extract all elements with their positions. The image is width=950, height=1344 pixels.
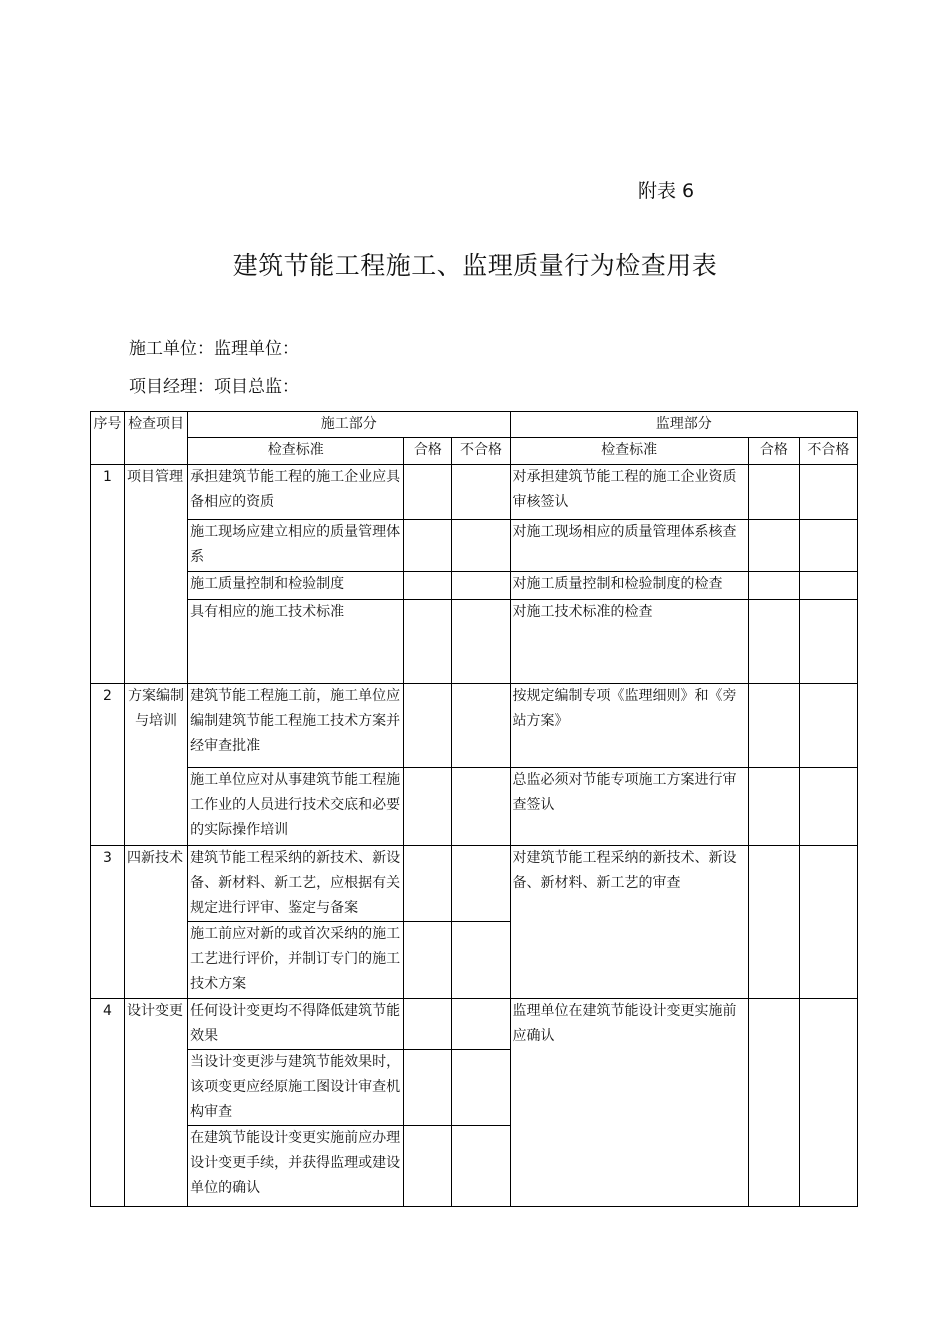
seq-cell: 2 [91, 684, 125, 846]
supervision-fail-cell[interactable] [799, 999, 857, 1207]
construction-pass-cell[interactable] [404, 465, 452, 520]
supervision-standard-cell: 按规定编制专项《监理细则》和《旁站方案》 [510, 684, 748, 768]
construction-standard-cell: 施工单位应对从事建筑节能工程施工作业的人员进行技术交底和必要的实际操作培训 [188, 768, 404, 846]
header-seq: 序号 [91, 412, 125, 465]
table-row [91, 846, 858, 922]
construction-pass-cell[interactable] [404, 1050, 452, 1126]
manager-info-line: 项目经理：项目总监： [129, 377, 299, 397]
supervision-fail-cell[interactable] [799, 600, 857, 684]
supervision-pass-cell[interactable] [748, 768, 799, 846]
supervision-standard-cell: 对承担建筑节能工程的施工企业资质审核签认 [510, 465, 748, 520]
table-row [91, 684, 858, 768]
inspection-table [90, 411, 858, 1207]
construction-standard-cell: 施工前应对新的或首次采纳的施工工艺进行评价，并制订专门的施工技术方案 [188, 922, 404, 999]
construction-fail-cell[interactable] [452, 846, 510, 922]
header-supervision-part: 监理部分 [510, 412, 858, 438]
page-title: 建筑节能工程施工、监理质量行为检查用表 [232, 251, 718, 280]
construction-standard-cell: 建筑节能工程采纳的新技术、新设备、新材料、新工艺，应根据有关规定进行评审、鉴定与备案 [188, 846, 404, 922]
header-construction-part: 施工部分 [188, 412, 510, 438]
construction-standard-cell: 任何设计变更均不得降低建筑节能效果 [188, 999, 404, 1050]
construction-pass-cell[interactable] [404, 922, 452, 999]
construction-pass-cell[interactable] [404, 520, 452, 572]
supervision-fail-cell[interactable] [799, 846, 857, 999]
construction-pass-cell[interactable] [404, 684, 452, 768]
construction-fail-cell[interactable] [452, 465, 510, 520]
table-row [91, 572, 858, 600]
seq-cell: 3 [91, 846, 125, 999]
construction-fail-cell[interactable] [452, 1126, 510, 1207]
construction-fail-cell[interactable] [452, 768, 510, 846]
supervision-pass-cell[interactable] [748, 465, 799, 520]
table-row [91, 520, 858, 572]
table-row [91, 999, 858, 1050]
construction-standard-cell: 承担建筑节能工程的施工企业应具备相应的资质 [188, 465, 404, 520]
header-construction-standard: 检查标准 [188, 438, 404, 465]
construction-fail-cell[interactable] [452, 1050, 510, 1126]
table-row [91, 600, 858, 684]
construction-pass-cell[interactable] [404, 846, 452, 922]
supervision-standard-cell: 对施工现场相应的质量管理体系核查 [510, 520, 748, 572]
supervision-pass-cell[interactable] [748, 999, 799, 1207]
construction-standard-cell: 当设计变更涉与建筑节能效果时，该项变更应经原施工图设计审查机构审查 [188, 1050, 404, 1126]
header-item: 检查项目 [125, 412, 188, 465]
construction-fail-cell[interactable] [452, 999, 510, 1050]
item-cell: 方案编制与培训 [125, 684, 188, 846]
table-row [91, 768, 858, 846]
construction-fail-cell[interactable] [452, 572, 510, 600]
supervision-fail-cell[interactable] [799, 572, 857, 600]
construction-standard-cell: 在建筑节能设计变更实施前应办理设计变更手续，并获得监理或建设单位的确认 [188, 1126, 404, 1207]
supervision-fail-cell[interactable] [799, 465, 857, 520]
supervision-fail-cell[interactable] [799, 684, 857, 768]
supervision-standard-cell: 监理单位在建筑节能设计变更实施前应确认 [510, 999, 748, 1207]
table-row [91, 465, 858, 520]
construction-fail-cell[interactable] [452, 520, 510, 572]
supervision-fail-cell[interactable] [799, 520, 857, 572]
supervision-standard-cell: 对建筑节能工程采纳的新技术、新设备、新材料、新工艺的审查 [510, 846, 748, 999]
supervision-fail-cell[interactable] [799, 768, 857, 846]
construction-standard-cell: 施工质量控制和检验制度 [188, 572, 404, 600]
construction-fail-cell[interactable] [452, 600, 510, 684]
seq-cell: 4 [91, 999, 125, 1207]
supervision-standard-cell: 对施工技术标准的检查 [510, 600, 748, 684]
construction-fail-cell[interactable] [452, 684, 510, 768]
unit-info-line: 施工单位：监理单位： [129, 339, 299, 359]
construction-pass-cell[interactable] [404, 600, 452, 684]
seq-cell: 1 [91, 465, 125, 684]
supervision-standard-cell: 对施工质量控制和检验制度的检查 [510, 572, 748, 600]
header-construction-pass: 合格 [404, 438, 452, 465]
supervision-pass-cell[interactable] [748, 684, 799, 768]
construction-standard-cell: 建筑节能工程施工前，施工单位应编制建筑节能工程施工技术方案并经审查批准 [188, 684, 404, 768]
construction-pass-cell[interactable] [404, 999, 452, 1050]
item-cell: 项目管理 [125, 465, 188, 684]
item-cell: 设计变更 [125, 999, 188, 1207]
item-cell: 四新技术 [125, 846, 188, 999]
supervision-pass-cell[interactable] [748, 846, 799, 999]
header-supervision-fail: 不合格 [799, 438, 857, 465]
header-supervision-pass: 合格 [748, 438, 799, 465]
construction-pass-cell[interactable] [404, 572, 452, 600]
supervision-standard-cell: 总监必须对节能专项施工方案进行审查签认 [510, 768, 748, 846]
construction-pass-cell[interactable] [404, 1126, 452, 1207]
construction-standard-cell: 施工现场应建立相应的质量管理体系 [188, 520, 404, 572]
supervision-pass-cell[interactable] [748, 572, 799, 600]
construction-pass-cell[interactable] [404, 768, 452, 846]
supervision-pass-cell[interactable] [748, 600, 799, 684]
supervision-pass-cell[interactable] [748, 520, 799, 572]
appendix-label: 附表 6 [638, 180, 695, 202]
header-supervision-standard: 检查标准 [510, 438, 748, 465]
header-construction-fail: 不合格 [452, 438, 510, 465]
construction-fail-cell[interactable] [452, 922, 510, 999]
construction-standard-cell: 具有相应的施工技术标准 [188, 600, 404, 684]
